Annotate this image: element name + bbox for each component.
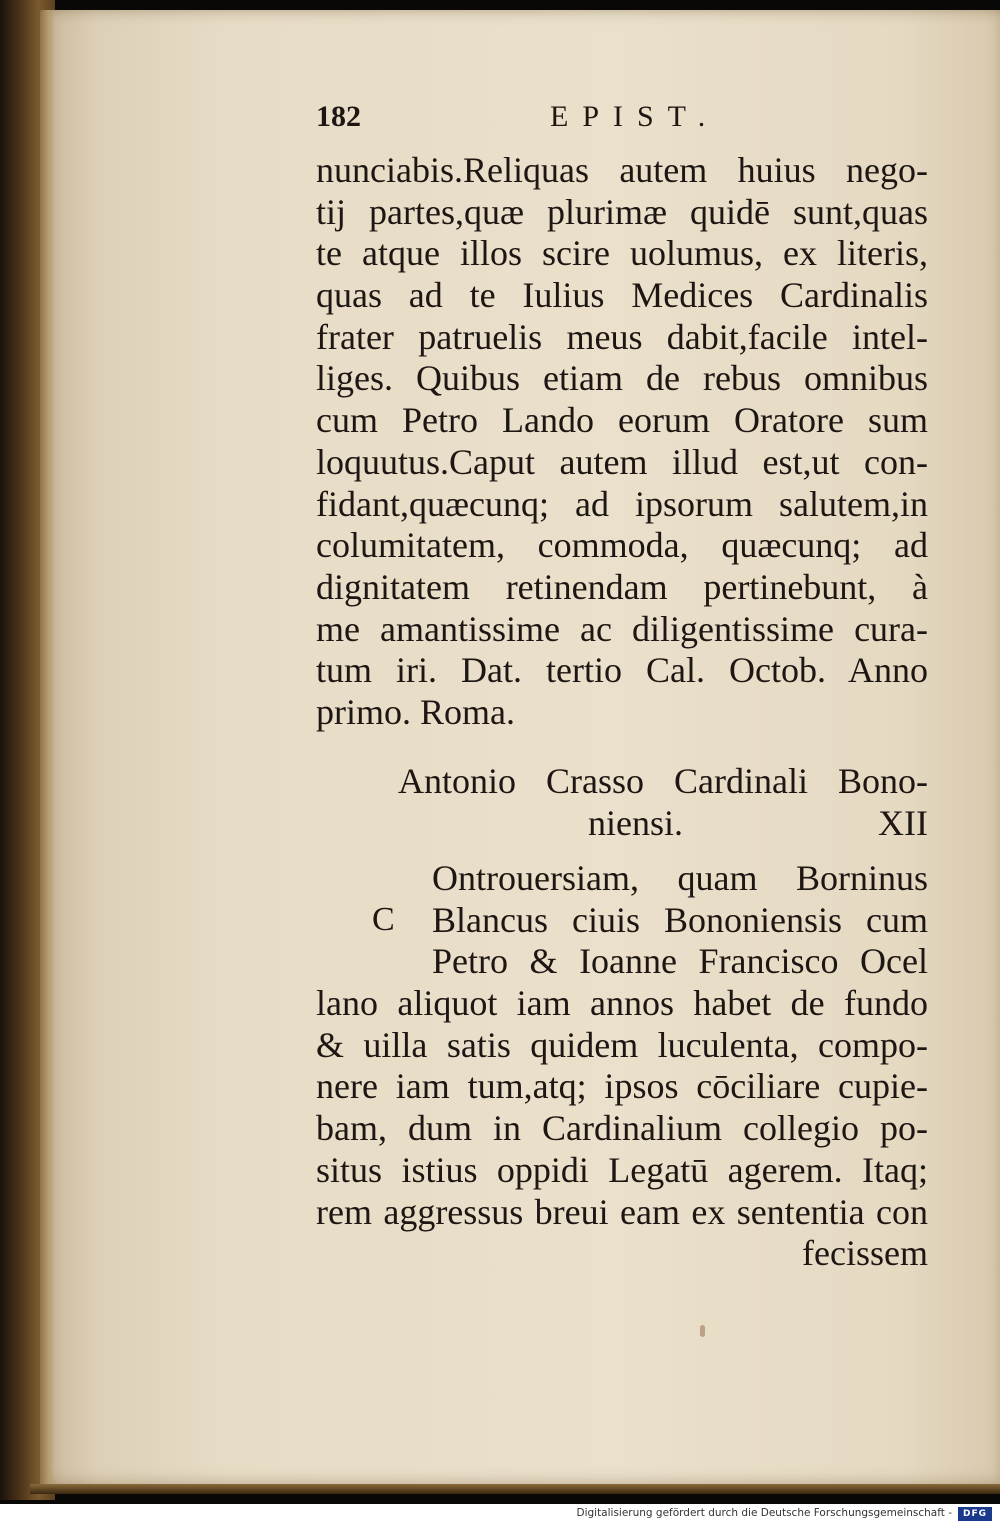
letter-heading [398, 760, 928, 844]
text-line: te atque illos scire uolumus, ex literis, [316, 233, 928, 274]
letter-body [316, 857, 928, 1274]
text-line: Blancus ciuis Bononiensis cum [432, 899, 928, 940]
text-line: nere iam tum,atq; ipsos cōciliare cupie- [316, 1066, 928, 1107]
page-bottom-edge [30, 1484, 1000, 1494]
text-line: quas ad te Iulius Medices Cardinalis [316, 275, 928, 316]
letter-heading-line-2 [398, 802, 928, 844]
text-line: Ontrouersiam, quam Borninus [432, 858, 928, 898]
page-gutter-shadow [40, 10, 54, 1490]
page-number: 182 [316, 100, 361, 133]
text-line: columitatem, commoda, quæcunq; ad [316, 525, 928, 566]
digitization-footer [0, 1504, 1000, 1524]
text-line: loquutus.Caput autem illud est,ut con- [316, 441, 928, 482]
text-line: bam, dum in Cardinalium collegio po- [316, 1108, 928, 1149]
letter-text-block [316, 150, 928, 734]
text-line: rem aggressus breui eam ex sententia con [316, 1191, 928, 1232]
funding-credit: Digitalisierung gefördert durch die Deutsche Forschungsgemeinschaft - [576, 1507, 952, 1519]
text-line: tum iri. Dat. tertio Cal. Octob. Anno [316, 650, 928, 691]
text-line: fidant,quæcunq; ad ipsorum salutem,in [316, 483, 928, 524]
text-line: cum Petro Lando eorum Oratore sum [316, 400, 928, 441]
text-line: me amantissime ac diligentissime cura- [316, 608, 928, 649]
text-line: frater patruelis meus dabit,facile intel- [316, 316, 928, 357]
text-line: dignitatem retinendam pertinebunt, à [316, 566, 928, 607]
text-line: & uilla satis quidem luculenta, compo- [316, 1024, 928, 1065]
letter-number: XII [878, 803, 928, 843]
text-line: nunciabis.Reliquas autem huius nego- [316, 150, 928, 190]
drop-initial: C [372, 901, 395, 938]
dfg-logo: DFG [958, 1507, 992, 1521]
text-line: lano aliquot iam annos habet de fundo [316, 983, 928, 1024]
paper-stain [700, 1325, 705, 1337]
text-line: primo. Roma. [316, 691, 515, 732]
text-line: situs istius oppidi Legatū agerem. Itaq; [316, 1149, 928, 1190]
letter-addressee: Antonio Crasso Cardinali Bono- [398, 761, 928, 801]
letter-addressee-end: niensi. [588, 803, 683, 843]
running-head: EPIST. [550, 100, 720, 133]
text-line: Petro & Ioanne Francisco Ocel [432, 941, 928, 982]
text-line: liges. Quibus etiam de rebus omnibus [316, 358, 928, 399]
page-header [316, 100, 936, 144]
catchword: fecissem [802, 1233, 928, 1274]
text-line: tij partes,quæ plurimæ quidē sunt,quas [316, 191, 928, 232]
